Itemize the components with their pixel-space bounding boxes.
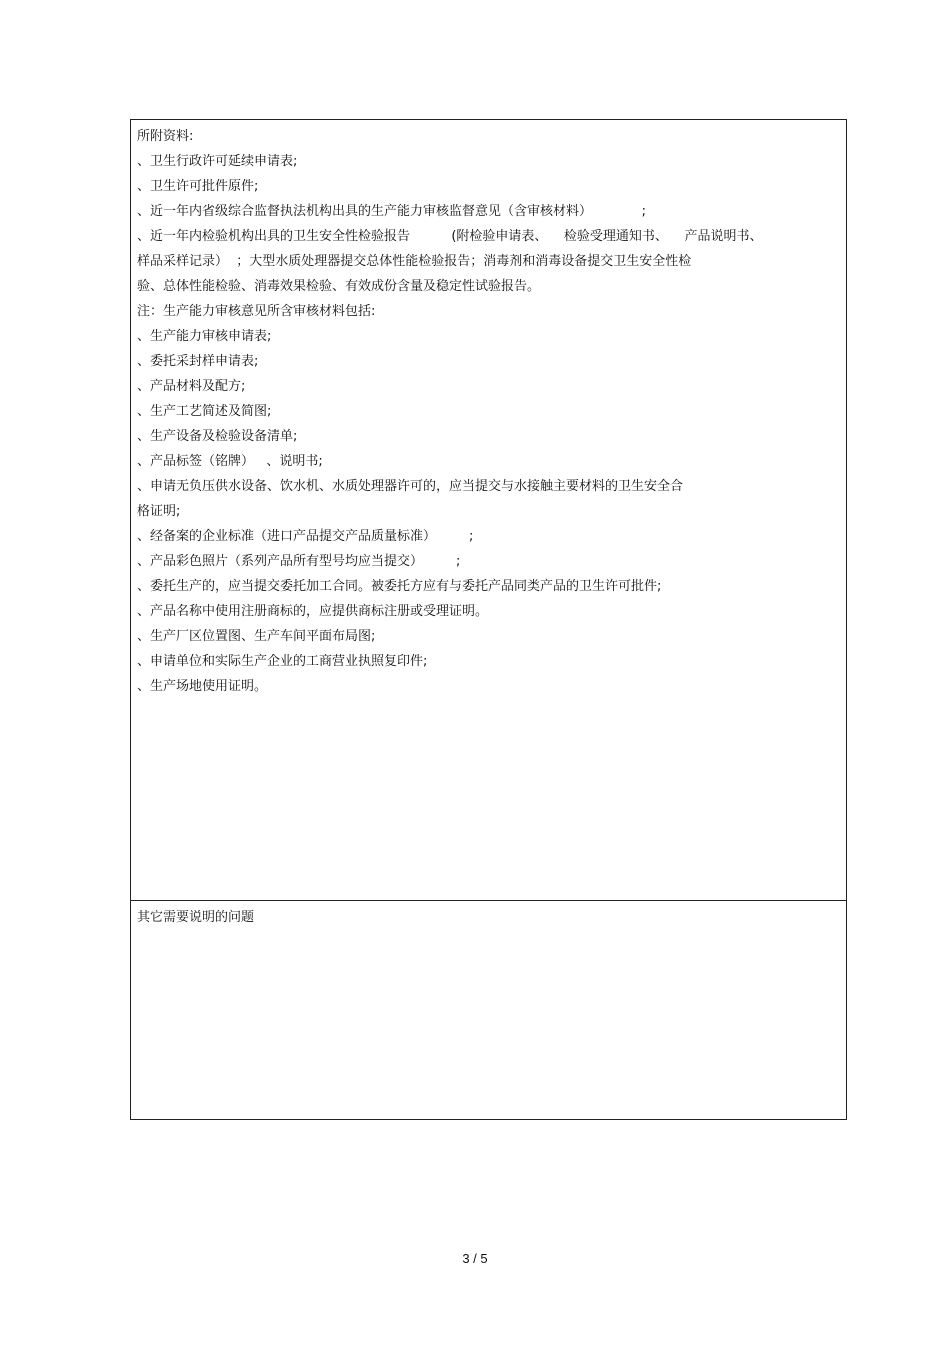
attachment-line: 、经备案的企业标准（进口产品提交产品质量标准） ; — [137, 529, 474, 544]
attachment-line: 、产品名称中使用注册商标的，应提供商标注册或受理证明。 — [137, 604, 489, 619]
form-table — [130, 119, 847, 1120]
attachment-line: 、生产设备及检验设备清单; — [137, 429, 298, 444]
attachment-line: 、生产厂区位置图、生产车间平面布局图; — [137, 629, 376, 644]
attachment-line: 、生产工艺简述及简图; — [137, 404, 272, 419]
attachment-line: 、委托采封样申请表; — [137, 354, 259, 369]
attachment-line: 验、总体性能检验、消毒效果检验、有效成份含量及稳定性试验报告。 — [137, 279, 541, 294]
attachment-line: 、卫生行政许可延续申请表; — [137, 154, 298, 169]
attachment-line: 格证明; — [137, 504, 181, 519]
attachment-line: 、近一年内省级综合监督执法机构出具的生产能力审核监督意见（含审核材料） ; — [137, 204, 646, 219]
attachment-line: 、申请单位和实际生产企业的工商营业执照复印件; — [137, 654, 428, 669]
attachment-line: 、近一年内检验机构出具的卫生安全性检验报告 (附检验申请表、 检验受理通知书、 产品说明书、 — [137, 229, 763, 244]
attachment-line: 、生产场地使用证明。 — [137, 679, 268, 694]
attachments-heading: 所附资料: — [137, 129, 194, 144]
page-number: 3 / 5 — [462, 1251, 488, 1266]
attachment-line: 、产品彩色照片（系列产品所有型号均应当提交） ; — [137, 554, 461, 569]
attachment-line: 、委托生产的，应当提交委托加工合同。被委托方应有与委托产品同类产品的卫生许可批件; — [137, 579, 662, 594]
attachment-line: 、生产能力审核申请表; — [137, 329, 272, 344]
attachment-note: 注：生产能力审核意见所含审核材料包括: — [137, 304, 376, 319]
attachment-line: 样品采样记录） ；大型水质处理器提交总体性能检验报告；消毒剂和消毒设备提交卫生安全性检 — [137, 254, 692, 269]
attachments-cell — [131, 120, 846, 901]
other-issues-cell — [131, 901, 846, 1119]
attachment-line: 、申请无负压供水设备、饮水机、水质处理器许可的，应当提交与水接触主要材料的卫生安全合 — [137, 479, 684, 494]
attachment-line: 、产品材料及配方; — [137, 379, 246, 394]
other-issues-heading: 其它需要说明的问题 — [137, 910, 255, 925]
attachment-line: 、产品标签（铭牌） 、说明书; — [137, 454, 323, 469]
attachment-line: 、卫生许可批件原件; — [137, 179, 259, 194]
